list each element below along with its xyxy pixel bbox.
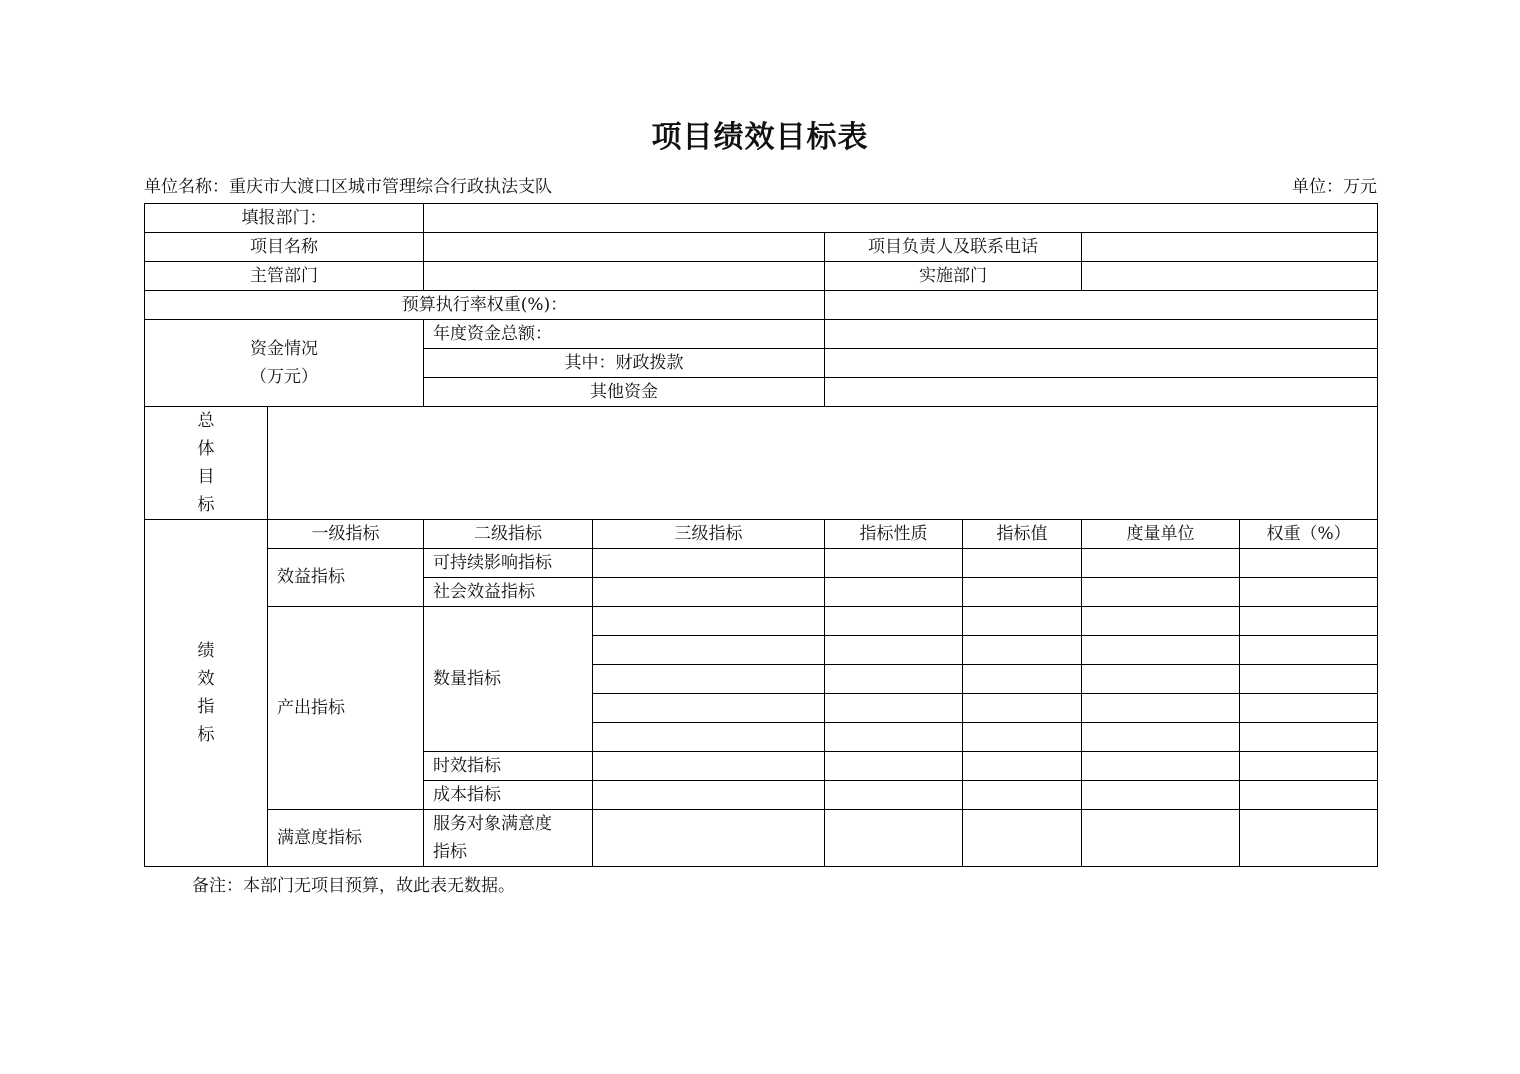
header-level1: 一级指标 — [268, 520, 424, 549]
fill-dept-field[interactable] — [424, 204, 1378, 233]
satisfaction-indicator-label: 满意度指标 — [268, 810, 424, 867]
funds-label-line1: 资金情况 — [250, 339, 318, 359]
overall-goal-label — [145, 407, 268, 520]
indicator-char: 标 — [197, 725, 215, 745]
table-row — [145, 810, 1378, 867]
overall-goal-char: 目 — [197, 467, 215, 487]
row-project-name — [145, 233, 1378, 262]
currency-unit: 单位：万元 — [1292, 177, 1377, 197]
header-unit: 度量单位 — [1082, 520, 1240, 549]
quantity-indicator-label: 数量指标 — [424, 607, 593, 752]
social-benefit-label: 社会效益指标 — [424, 578, 593, 607]
project-name-label: 项目名称 — [145, 233, 424, 262]
other-funds-label: 其他资金 — [424, 378, 825, 407]
supervising-dept-label: 主管部门 — [145, 262, 424, 291]
performance-table — [144, 203, 1378, 867]
page-title: 项目绩效目标表 — [651, 120, 869, 155]
overall-goal-field[interactable] — [268, 407, 1378, 520]
benefit-indicator-label: 效益指标 — [268, 549, 424, 607]
annual-total-label: 年度资金总额： — [424, 320, 825, 349]
fill-dept-label: 填报部门： — [145, 204, 424, 233]
project-lead-field[interactable] — [1082, 233, 1378, 262]
cost-indicator-label: 成本指标 — [424, 781, 593, 810]
overall-goal-char: 总 — [197, 411, 215, 431]
table-row — [145, 549, 1378, 578]
supervising-dept-field[interactable] — [424, 262, 825, 291]
row-budget-weight — [145, 291, 1378, 320]
indicator-char: 指 — [197, 697, 215, 717]
indicator-char: 效 — [197, 669, 215, 689]
service-satisfaction-label: 服务对象满意度 指标 — [424, 810, 593, 867]
header-level3: 三级指标 — [593, 520, 825, 549]
overall-goal-char: 体 — [197, 439, 215, 459]
other-funds-field[interactable] — [825, 378, 1378, 407]
row-indicator-header — [145, 520, 1378, 549]
row-overall-goal — [145, 407, 1378, 520]
implementing-dept-label: 实施部门 — [825, 262, 1082, 291]
sustainable-impact-label: 可持续影响指标 — [424, 549, 593, 578]
funds-label-line2: （万元） — [250, 367, 318, 387]
row-annual-total — [145, 320, 1378, 349]
budget-weight-label: 预算执行率权重(%)： — [145, 291, 825, 320]
implementing-dept-field[interactable] — [1082, 262, 1378, 291]
overall-goal-char: 标 — [197, 495, 215, 515]
performance-indicator-label — [145, 520, 268, 867]
unit-name: 单位名称：重庆市大渡口区城市管理综合行政执法支队 — [144, 177, 552, 197]
row-departments — [145, 262, 1378, 291]
unit-line — [144, 172, 1377, 197]
table-row — [145, 607, 1378, 636]
row-fill-dept — [145, 204, 1378, 233]
output-indicator-label: 产出指标 — [268, 607, 424, 810]
indicator-char: 绩 — [197, 641, 215, 661]
fiscal-label: 其中：财政拨款 — [424, 349, 825, 378]
fiscal-field[interactable] — [825, 349, 1378, 378]
header-nature: 指标性质 — [825, 520, 963, 549]
header-value: 指标值 — [963, 520, 1082, 549]
timeliness-indicator-label: 时效指标 — [424, 752, 593, 781]
footnote: 备注：本部门无项目预算，故此表无数据。 — [192, 876, 515, 896]
annual-total-field[interactable] — [825, 320, 1378, 349]
header-level2: 二级指标 — [424, 520, 593, 549]
project-name-field[interactable] — [424, 233, 825, 262]
budget-weight-field[interactable] — [825, 291, 1378, 320]
funds-label — [145, 320, 424, 407]
project-lead-label: 项目负责人及联系电话 — [825, 233, 1082, 262]
header-weight: 权重（%） — [1240, 520, 1378, 549]
